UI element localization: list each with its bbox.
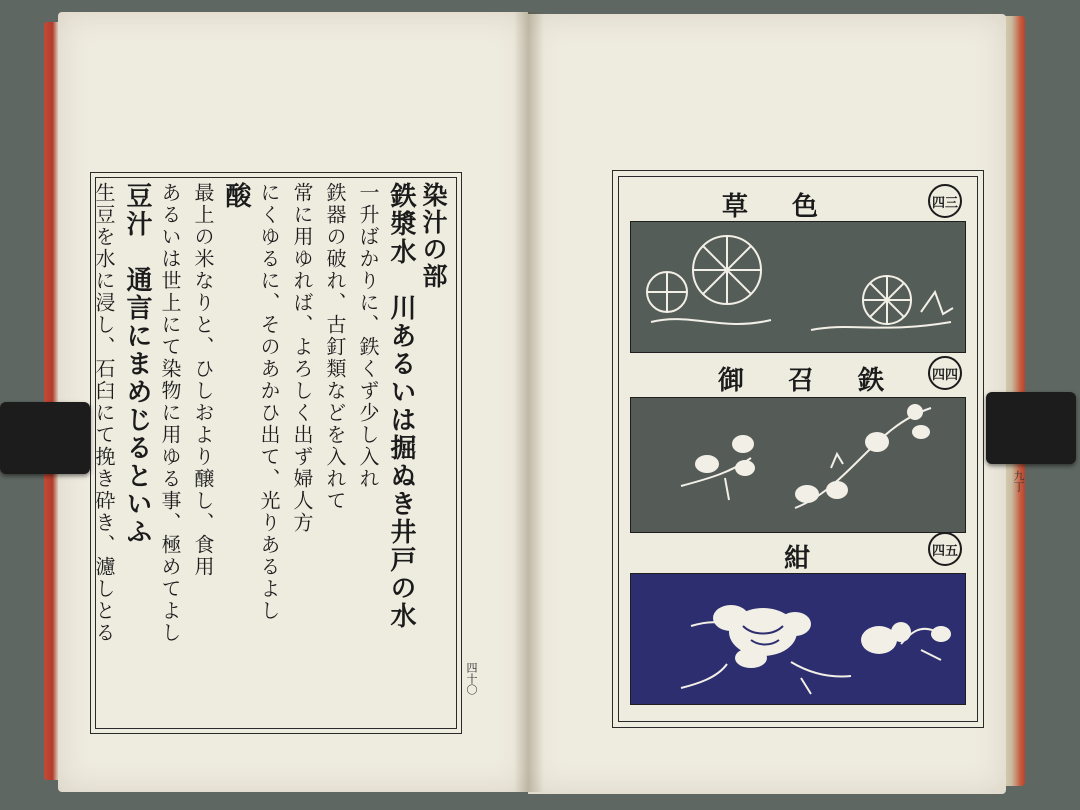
text-column: にくゆるに、そのあかひ出て、光りあるよし [257,182,281,622]
text-column: 染汁の部 [419,182,448,290]
page-number: 四十〇 [465,662,478,695]
text-column: 常に用ゆれば、よろしく出ず婦人方 [290,182,314,534]
text-column: 鉄器の破れ、古釘類などを入れて [323,182,347,512]
swatch-kon [630,573,966,705]
text-column: 酸 [221,182,251,210]
book-clip-right [986,392,1076,464]
text-column: 生豆を水に浸し、石臼にて挽き砕き、濾しとる [92,182,116,644]
book-edge-left [44,22,58,780]
vertical-text-body [92,182,450,722]
swatch-label: 草色 [722,192,863,222]
text-column: 一升ばかりに、鉄くず少し入れ [356,182,380,490]
dandelion-pattern-icon [631,222,965,352]
text-column: 鉄漿水 川あるいは掘ぬき井戸の水 [386,182,416,630]
swatch-kusa-iro [630,221,966,353]
clover-pattern-icon [631,398,965,532]
text-column: あるいは世上にて染物に用ゆる事、極めてよし [158,182,182,644]
swatch-label: 紺 [784,544,855,574]
swatch-omeshi-tetsu [630,397,966,533]
side-tab-label: 九丁 [1012,470,1025,492]
swatch-number-badge: 四四 [928,356,962,390]
swatch-number-badge: 四三 [928,184,962,218]
text-column: 最上の米なりと、ひしおより醸し、食用 [191,182,215,578]
swatch-number-badge: 四五 [928,532,962,566]
text-column: 豆汁 通言にまめじるといふ [122,182,152,546]
book-clip-left [0,402,90,474]
peony-pattern-icon [631,574,965,704]
book-gutter [514,12,544,792]
swatch-label: 御召鉄 [718,366,929,396]
